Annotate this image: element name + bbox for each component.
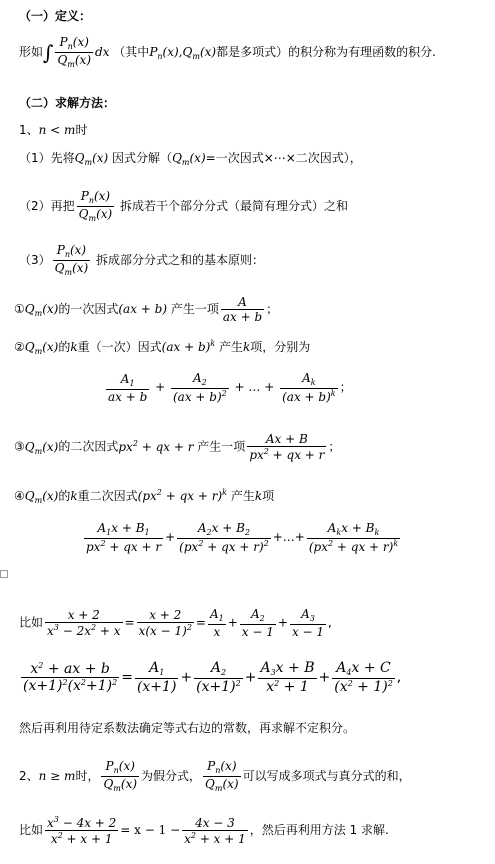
step1-mid: 因式分解（	[112, 151, 173, 165]
rule2-text-c: 产生	[219, 340, 244, 354]
anchor-marker	[0, 570, 8, 578]
step1-line: （1）先将$Q_m(x)$ 因式分解（$Q_m(x)=$一次因式×⋯×二次因式），	[19, 151, 362, 167]
rule1-text-b: 产生一项	[170, 302, 219, 316]
rule3-text-b: 产生一项	[197, 439, 246, 454]
step2-line: （2）再把 $\frac{P_n(x)}{Q_m(x)}$ 拆成若干个部分分式（最简有理分式）之和	[19, 189, 349, 223]
step1-rhs: =一次因式×⋯×二次因式），	[205, 151, 362, 165]
step3-prefix: （3）	[19, 253, 51, 267]
example1-prefix: 比如	[19, 615, 44, 630]
step2-suffix: 拆成若干个部分分式（最简有理分式）之和	[120, 199, 349, 213]
then-line: 然后再利用待定系数法确定等式右边的常数，再求解不定积分。	[19, 721, 356, 735]
case1-number: 1、	[19, 123, 39, 137]
rule1-end: ；	[266, 302, 279, 316]
rule1-text-a: 的一次因式	[58, 302, 119, 316]
definition-middle: （其中	[113, 45, 150, 59]
case2-text-c: 可以写成多项式与真分式的和，	[242, 769, 411, 783]
rule3-number: ③	[14, 439, 25, 454]
rule3-line: $③Q_m(x)$的二次因式$px^2$ + qx + r 产生一项 $\frac{Ax + B}{px^2 + qx + r}$ ；	[14, 432, 341, 462]
step3-suffix: 拆成部分分式之和的基本原则：	[96, 253, 265, 267]
example1-line: 比如 $\frac{x + 2}{x^3 - 2x^2 + x}$ = $\frac{x + 2}{x(x - 1)^2}$ = $\frac{A_1}{x}$ + $\frac{A_2}{x - 1}$ + $\frac{A_3}{x - 1}$ ,	[19, 607, 332, 639]
example2-line: 比如 $\frac{x^3 - 4x + 2}{x^2 + x + 1}$ = x − 1 − $\frac{4x - 3}{x^2 + x + 1}$ ，然后再利用方法 1 求解.	[19, 815, 389, 846]
rule2-line: $②Q_m(x)$的k重（一次）因式(ax + b)$^k$ 产生k项，分别为	[14, 339, 311, 356]
rule4-formula: $\frac{A_1x + B_1}{px^2 + qx + r}$ + $\frac{A_2x + B_2}{(px^2 + qx + r)^2}$ +…+ $\frac{A_kx + B_k}{(px^2 + qx + r)^k}$	[86, 521, 399, 554]
rule2-text-a: 的	[58, 340, 71, 354]
step2-prefix: （2）再把	[19, 199, 75, 213]
rule2-text-b: 重（一次）因式	[77, 340, 162, 354]
step1-prefix: （1）先将	[19, 151, 75, 165]
rule3-end: ；	[328, 439, 341, 454]
step3-line: （3） $\frac{P_n(x)}{Q_m(x)}$ 拆成部分分式之和的基本原则：	[19, 243, 265, 277]
rule4-text-c: 产生	[230, 489, 255, 503]
section2-heading: （二）求解方法：	[19, 96, 116, 110]
example2-prefix: 比如	[19, 823, 44, 837]
example1b-formula: $\frac{x^2 + ax + b}{(x+1)^2(x^2+1)^2}$ = $\frac{A_1}{(x+1)}$ + $\frac{A_2}{(x+1)^2}$ + $\frac{A_3x + B}{x^2 + 1}$ + $\frac{A_4x + C}{(x^2 + 1)^2}$ ,	[23, 660, 402, 695]
rule1-number: ①	[14, 302, 25, 316]
rule4-number: ④	[14, 489, 25, 503]
rule2-formula: $\frac{A_1}{ax + b}$ + $\frac{A_2}{(ax + b)^2}$ + … + $\frac{A_k}{(ax + b)^k}$ ；	[108, 371, 352, 404]
rule2-number: ②	[14, 340, 25, 354]
rule1-line: $①Q_m(x)$的一次因式(ax + b) 产生一项 $\frac{A}{ax + b}$ ；	[14, 295, 279, 324]
rule4-text-b: 重二次因式	[77, 489, 138, 503]
definition-line: 形如∫ $\frac{P_n(x)}{Q_m(x)}$ dx （其中$P_n(x),Q_m(x)$都是多项式）的积分称为有理函数的积分.	[19, 35, 436, 69]
rule4-line: $④Q_m(x)$的k重二次因式($px^2$ + qx + r)$^k$ 产生k项	[14, 488, 275, 505]
case2-text-b: 为假分式，	[141, 769, 202, 783]
rule3-text-a: 的二次因式	[58, 439, 119, 454]
rule4-text-a: 的	[58, 489, 71, 503]
definition-prefix: 形如	[19, 45, 44, 59]
case2-line: 2、n ≥ m时， $\frac{P_n(x)}{Q_m(x)}$ 为假分式， $\frac{P_n(x)}{Q_m(x)}$ 可以写成多项式与真分式的和，	[19, 759, 411, 793]
example2-suffix: ，然后再利用方法 1 求解.	[249, 823, 389, 837]
case2-text-a: 时，	[75, 769, 100, 783]
case1-line: 1、n < m时	[19, 123, 88, 137]
rule4-text-d: 项	[262, 489, 275, 503]
section1-heading: （一）定义：	[19, 9, 92, 23]
case1-tail: 时	[75, 123, 88, 137]
rule2-text-d: 项，分别为	[250, 340, 311, 354]
definition-suffix: 都是多项式）的积分称为有理函数的积分.	[216, 45, 436, 59]
case2-number: 2、	[19, 769, 39, 783]
